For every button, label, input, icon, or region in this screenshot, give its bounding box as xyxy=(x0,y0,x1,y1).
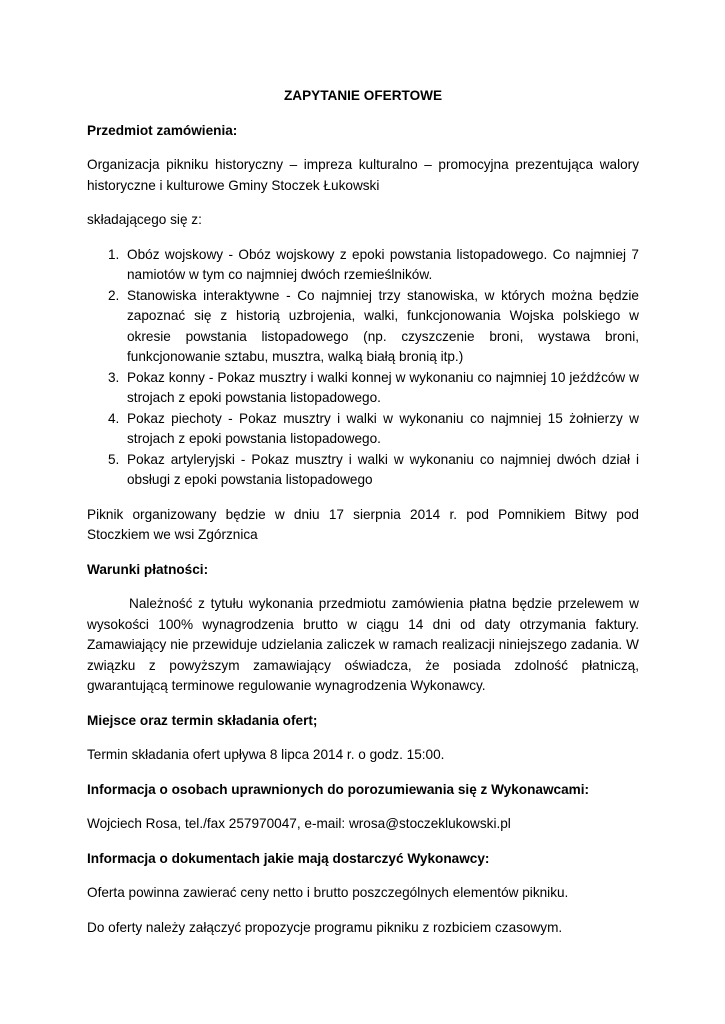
list-item xyxy=(87,286,639,368)
subject-text: Organizacja pikniku historyczny – impreza kulturalno – promocyjna prezentująca walory historyczne i kulturowe Gminy Stoczek Łukowski xyxy=(87,157,639,193)
document-title: ZAPYTANIE OFERTOWE xyxy=(283,88,443,103)
list-item-number: 1. xyxy=(108,246,120,262)
list-item xyxy=(87,409,639,450)
list-item xyxy=(87,368,639,409)
picnic-info-text: Piknik organizowany będzie w dniu 17 sierpnia 2014 r. pod Pomnikiem Bitwy pod Stoczkiem we wsi Zgórznica xyxy=(87,506,639,542)
contact-heading: Informacja o osobach uprawnionych do porozumiewania się z Wykonawcami: xyxy=(87,781,590,797)
deadline-heading: Miejsce oraz termin składania ofert; xyxy=(87,712,318,728)
subject-heading: Przedmiot zamówienia: xyxy=(87,122,238,138)
documents-text-2: Do oferty należy załączyć propozycje programu pikniku z rozbiciem czasowym. xyxy=(87,919,563,935)
payment-text: Należność z tytułu wykonania przedmiotu zamówienia płatna będzie przelewem w wysokości 100% wynagrodzenia brutto w ciągu 14 dni od daty otrzymania faktury. Zamawiający nie przewiduje udzielania zaliczek w ramach realizacji niniejszego zadania. W związku z powyższym zamawiający oświadcza, że posiada zdolność płatniczą, gwarantującą terminowe regulowanie wynagrodzenia Wykonawcy. xyxy=(87,596,639,693)
list-item-number: 4. xyxy=(108,410,120,426)
list-item xyxy=(87,245,639,286)
list-item-text: Obóz wojskowy - Obóz wojskowy z epoki powstania listopadowego. Co najmniej 7 namiotów w tym co najmniej dwóch rzemieślników. xyxy=(127,246,639,282)
deadline-text: Termin składania ofert upływa 8 lipca 2014 r. o godz. 15:00. xyxy=(87,747,445,762)
documents-text-1: Oferta powinna zawierać ceny netto i brutto poszczególnych elementów pikniku. xyxy=(87,885,569,900)
consisting-of-text: składającego się z: xyxy=(87,212,202,227)
list-item-text: Pokaz konny - Pokaz musztry i walki konnej w wykonaniu co najmniej 10 jeźdźców w strojach z epoki powstania listopadowego. xyxy=(127,369,639,405)
list-item-number: 2. xyxy=(108,287,120,303)
list-item-text: Stanowiska interaktywne - Co najmniej trzy stanowiska, w których można będzie zapoznać się z historią uzbrojenia, walki, funkcjonowania Wojska polskiego w okresie powstania listopadowego (np. czyszczenie broni, wystawa broni, funkcjonowanie sztabu, musztra, walką białą bronią itp.) xyxy=(127,287,639,364)
list-item-text: Pokaz artyleryjski - Pokaz musztry i walki w wykonaniu co najmniej dwóch dział i obsługi z epoki powstania listopadowego xyxy=(127,451,639,487)
list-item-number: 3. xyxy=(108,369,120,385)
contact-text: Wojciech Rosa, tel./fax 257970047, e-mail: wrosa@stoczeklukowski.pl xyxy=(87,816,511,831)
list-item-text: Pokaz piechoty - Pokaz musztry i walki w wykonaniu co najmniej 15 żołnierzy w strojach z epoki powstania listopadowego. xyxy=(127,410,639,446)
list-item xyxy=(87,450,639,491)
list-item-number: 5. xyxy=(108,451,120,467)
payment-heading: Warunki płatności: xyxy=(87,561,209,577)
items-list xyxy=(87,245,639,491)
documents-heading: Informacja o dokumentach jakie mają dostarczyć Wykonawcy: xyxy=(87,850,490,866)
